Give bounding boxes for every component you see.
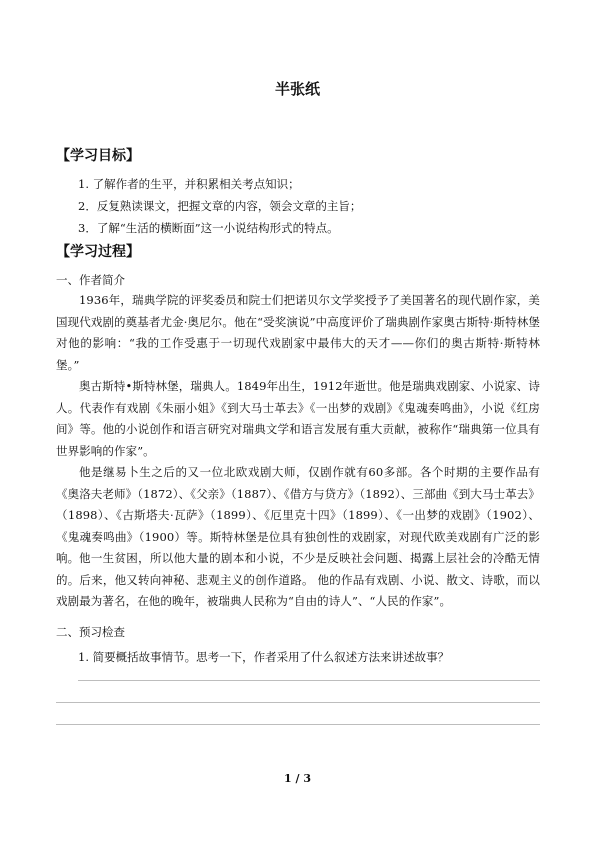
goal-item-1: 1. 了解作者的生平，并积累相关考点知识； — [78, 177, 300, 191]
author-paragraph-4: 他一生贫困，所以他大量的剧本和小说，不少是反映社会问题、揭露上层社会的冷酷无情的。后来，他又转向神秘、悲观主义的创作道路。 他的作品有戏剧、小说、散文、诗歌，而以戏剧最为著名，在他的晚年，被瑞典人民称为“自由的诗人”、“人民的作家”。 — [56, 551, 540, 608]
document-title: 半张纸 — [274, 80, 320, 98]
answer-line-3[interactable] — [56, 724, 540, 725]
process-heading: 【学习过程】 — [56, 244, 140, 260]
author-paragraph-3: 他是继易卜生之后的又一位北欧戏剧大师，仅剧作就有60多部。各个时期的主要作品有《奥洛夫老师》（1872）、《父亲》（1887）、《借方与贷方》（1892）、三部曲《到大马士革去》（1898）、《古斯塔夫·瓦萨》（1899）、《厄里克十四》（1899）、《一出梦的戏剧》（1902）、《鬼魂奏鸣曲》（1900）等。斯特林堡是位具有独创性的戏剧家，对现代欧美戏剧有广泛的影响。 — [56, 465, 540, 565]
answer-line-1[interactable] — [78, 680, 540, 681]
section2-heading: 二、预习检查 — [56, 625, 125, 639]
section1-heading: 一、作者简介 — [56, 273, 125, 287]
goal-item-2: 2．反复熟读课文，把握文章的内容，领会文章的主旨； — [78, 199, 362, 213]
goal-item-3: 3．了解“生活的横断面”这一小说结构形式的特点。 — [78, 221, 339, 235]
author-paragraph-1: 1936年，瑞典学院的评奖委员和院士们把诺贝尔文学奖授予了美国著名的现代剧作家，美国现代戏剧的奠基者尤金·奥尼尔。他在“受奖演说”中高度评价了瑞典剧作家奥古斯特·斯特林堡对他的影响：“我的工作受惠于一切现代戏剧家中最伟大的天才——你们的奥古斯特·斯特林堡。” — [56, 293, 540, 372]
answer-line-2[interactable] — [56, 702, 540, 703]
page-number: 1 / 3 — [284, 772, 311, 785]
preview-question-1: 1. 简要概括故事情节。思考一下，作者采用了什么叙述方法来讲述故事？ — [78, 650, 450, 664]
goals-heading: 【学习目标】 — [56, 148, 140, 164]
author-paragraph-2: 奥古斯特•斯特林堡，瑞典人。1849年出生，1912年逝世。他是瑞典戏剧家、小说家、诗人。代表作有戏剧《朱丽小姐》《到大马士革去》《一出梦的戏剧》《鬼魂奏鸣曲》，小说《红房间》等。他的小说创作和语言研究对瑞典文学和语言发展有重大贡献，被称作“瑞典第一位具有世界影响的作家”。 — [56, 379, 540, 458]
